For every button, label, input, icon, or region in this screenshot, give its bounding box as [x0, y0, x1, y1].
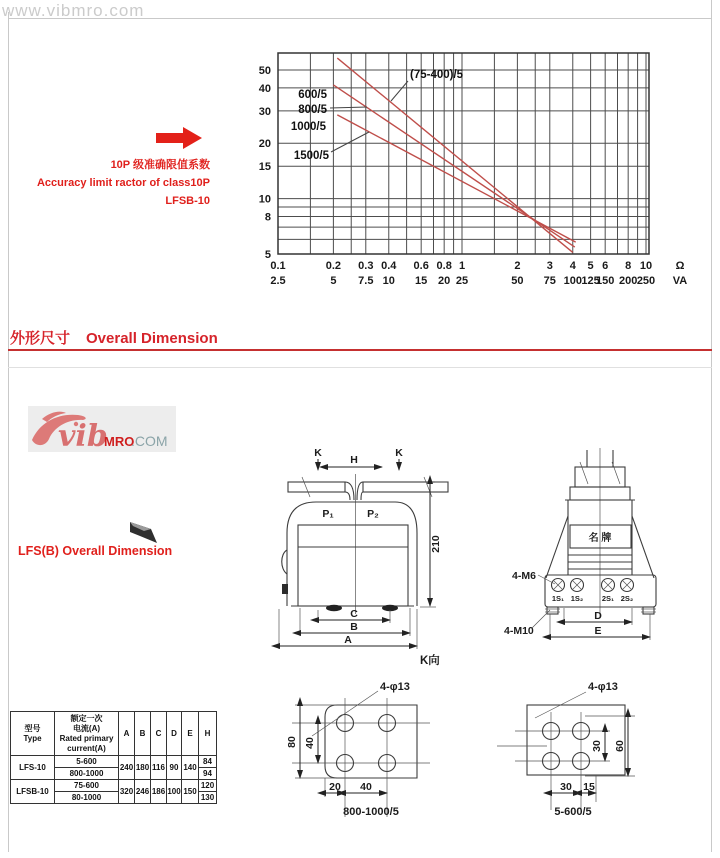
cell-range: 80-1000 [55, 792, 119, 804]
dim-b-label: B [350, 621, 358, 633]
col-header-c: C [151, 712, 167, 756]
dim-e-label: E [594, 625, 602, 637]
front-view-drawing [258, 438, 508, 678]
header-cur-zh1: 额定一次 [70, 713, 103, 723]
pointer-glyph [126, 516, 162, 546]
x-tick-label-ohm: 4 [569, 260, 576, 272]
callout-line-zh: 10P 级准确限值系数 [110, 159, 210, 171]
cell-type: LFS-10 [11, 756, 55, 780]
x-tick-label-ohm: 0.4 [381, 260, 397, 272]
dim-h-label: H [350, 454, 358, 466]
section-title-zh: 外形尺寸 [10, 330, 71, 347]
col-header-d: D [167, 712, 182, 756]
cell-d: 90 [167, 756, 182, 780]
accuracy-limit-factor-chart [250, 38, 710, 300]
x-tick-label-va: 7.5 [358, 275, 374, 287]
curve-label: 1000/5 [290, 121, 326, 133]
red-arrow-icon [156, 127, 204, 151]
cell-e: 150 [182, 780, 199, 804]
cell-h: 130 [199, 792, 217, 804]
x-tick-label-va: 25 [455, 275, 469, 287]
y-tick-label: 30 [258, 105, 271, 118]
x-tick-label-va: 50 [511, 275, 524, 287]
terminal-2s1-label: 2S₁ [601, 594, 615, 603]
curve-(75-400)/5 [337, 58, 573, 252]
section-rule-shadow [8, 367, 712, 368]
dim-20-label: 20 [329, 781, 341, 793]
cell-a: 240 [119, 756, 135, 780]
col-header-b: B [135, 712, 151, 756]
x-tick-label-ohm: 3 [546, 260, 553, 272]
curve-label: 600/5 [298, 89, 327, 101]
curve-label: (75-400)/5 [410, 69, 464, 81]
x-tick-label-va: 20 [438, 275, 451, 287]
col-header-type [11, 712, 55, 756]
cell-range: 75-600 [55, 780, 119, 792]
x-unit-va: VA [672, 275, 688, 287]
cell-h: 120 [199, 780, 217, 792]
x-tick-label-va: 75 [543, 275, 556, 287]
y-tick-label: 5 [264, 249, 271, 261]
x-tick-label-va: 200 [618, 275, 638, 287]
col-header-a: A [119, 712, 135, 756]
k-arrow-right-label: K [395, 447, 403, 459]
logo-script: vib [58, 419, 108, 452]
k-arrow-left-label: K [314, 447, 322, 459]
terminal-1s2-label: 1S₂ [570, 594, 584, 603]
hole-spec-label: 4-φ13 [588, 681, 618, 693]
x-tick-label-ohm: 1 [458, 260, 466, 272]
dim-40v-label: 40 [304, 737, 316, 749]
cell-h: 84 [199, 756, 217, 768]
secondary-terminal-screws [552, 579, 634, 592]
header-cur-en2: current(A) [67, 743, 106, 753]
plate-800-caption: 800-1000/5 [343, 806, 399, 818]
x-tick-label-va: 2.5 [270, 275, 286, 287]
x-tick-label-va: 10 [382, 275, 395, 287]
dim-c-label: C [350, 608, 358, 620]
page-right-border [711, 0, 712, 852]
header-type-en: Type [23, 733, 42, 743]
x-tick-label-ohm: 0.6 [413, 260, 429, 272]
x-tick-label-ohm: 10 [639, 260, 653, 272]
cell-range: 5-600 [55, 756, 119, 768]
dim-15-label: 15 [583, 781, 595, 793]
x-tick-label-ohm: 0.2 [325, 260, 342, 272]
x-tick-label-ohm: 0.8 [436, 260, 452, 272]
plate-5-600-drawing [495, 672, 695, 847]
section-title-en: Overall Dimension [86, 330, 218, 347]
curve-1000/5, 1500/5 [337, 115, 575, 242]
terminal-p1-label: P₁ [322, 508, 334, 520]
page-left-border [8, 12, 9, 852]
cell-b: 180 [135, 756, 151, 780]
x-tick-label-ohm: 0.3 [358, 260, 374, 272]
logo-watermark [28, 406, 176, 452]
y-tick-label: 50 [258, 65, 271, 77]
dimension-table [10, 711, 217, 804]
callout-model: LFSB-10 [165, 195, 210, 207]
col-header-current [55, 712, 119, 756]
cell-type: LFSB-10 [11, 780, 55, 804]
cell-range: 800-1000 [55, 768, 119, 780]
plate-5-caption: 5-600/5 [554, 806, 592, 818]
cell-c: 116 [151, 756, 167, 780]
x-unit-ohm: Ω [675, 260, 685, 272]
y-tick-label: 15 [258, 161, 271, 174]
col-header-h: H [199, 712, 217, 756]
plate-800-1000-drawing [262, 672, 472, 847]
watermark-url: www.vibmro.com [2, 1, 145, 20]
nameplate-label: 名 牌 [588, 533, 612, 544]
curve-label: 1500/5 [293, 150, 329, 162]
dim-40b-label: 40 [360, 781, 372, 793]
header-cur-en1: Rated primary [59, 733, 114, 743]
side-view-drawing [498, 438, 698, 678]
cell-a: 320 [119, 780, 135, 804]
dim-d-label: D [594, 610, 602, 622]
cell-c: 186 [151, 780, 167, 804]
header-cur-zh2: 电流(A) [72, 723, 101, 733]
cell-e: 140 [182, 756, 199, 780]
y-tick-label: 8 [264, 211, 271, 224]
hole-spec-label: 4-φ13 [380, 681, 410, 693]
curve-label-leader [330, 107, 367, 108]
terminal-p2-label: P₂ [367, 508, 379, 520]
table-row [11, 780, 217, 792]
y-tick-label: 10 [258, 193, 271, 206]
curve-label: 800/5 [298, 104, 327, 116]
k-view-label: K向 [420, 655, 440, 667]
cell-h: 94 [199, 768, 217, 780]
x-tick-label-va: 250 [636, 275, 656, 287]
x-tick-label-va: 100 [563, 275, 582, 287]
x-tick-label-va: 150 [596, 275, 615, 287]
x-tick-label-ohm: 0.1 [270, 260, 286, 272]
table-row [11, 756, 217, 768]
x-tick-label-ohm: 8 [625, 260, 632, 272]
dim-60-label: 60 [614, 740, 626, 752]
chart-callout [8, 156, 210, 210]
cell-d: 100 [167, 780, 182, 804]
x-tick-label-va: 15 [415, 275, 428, 287]
dim-30b-label: 30 [560, 781, 572, 793]
screw-m6-label: 4-M6 [512, 570, 536, 582]
x-tick-label-va: 5 [330, 275, 337, 287]
logo-com: .COM [131, 433, 168, 449]
callout-line-en: Accuracy limit ractor of class10P [36, 177, 210, 189]
x-tick-label-va: 125 [581, 275, 600, 287]
logo-mro: MRO [104, 434, 135, 449]
section-rule [8, 349, 712, 351]
section-heading [10, 327, 218, 348]
header-type-zh: 型号 [24, 723, 41, 733]
curve-label-leader [331, 132, 369, 152]
bolt-m10-label: 4-M10 [504, 625, 534, 637]
dim-30v-label: 30 [591, 740, 603, 752]
table-header-row [11, 712, 217, 756]
y-tick-label: 40 [258, 82, 271, 95]
dim-80-label: 80 [286, 736, 298, 748]
x-tick-label-ohm: 2 [514, 260, 521, 272]
terminal-1s1-label: 1S₁ [551, 594, 565, 603]
overall-dimension-label: LFS(B) Overall Dimension [18, 544, 173, 558]
cell-b: 246 [135, 780, 151, 804]
y-tick-label: 20 [258, 138, 271, 151]
dim-a-label: A [344, 634, 352, 646]
curve-label-leader [391, 81, 408, 101]
x-tick-label-ohm: 5 [587, 260, 594, 272]
dim-210-label: 210 [430, 535, 442, 553]
terminal-2s2-label: 2S₂ [620, 594, 634, 603]
x-tick-label-ohm: 6 [602, 260, 609, 272]
col-header-e: E [182, 712, 199, 756]
vibmro-logo [28, 406, 176, 452]
